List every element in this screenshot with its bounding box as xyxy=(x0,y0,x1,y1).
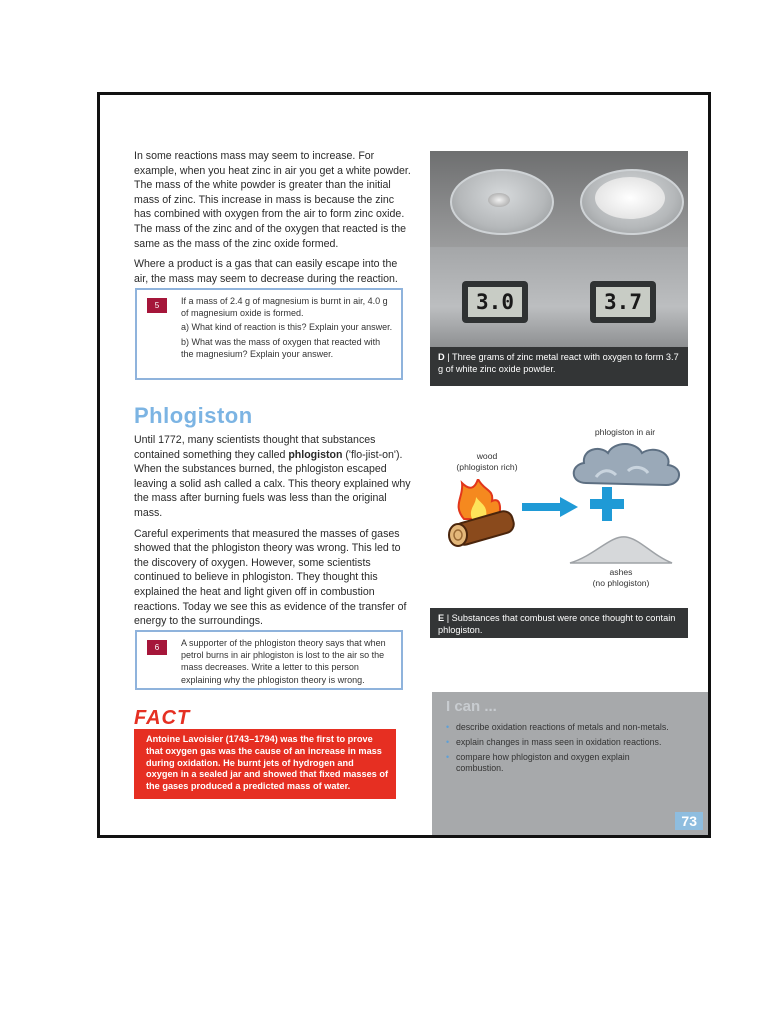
i-can-item: • compare how phlogiston and oxygen explain combustion. xyxy=(446,752,630,773)
photo-caption-label: D xyxy=(438,352,445,362)
diagram-caption-label: E xyxy=(438,613,445,623)
cloud-icon xyxy=(566,439,686,495)
intro-text xyxy=(134,149,412,292)
i-can-title: I can ... xyxy=(446,698,497,715)
ash-pile-icon xyxy=(566,533,676,567)
page-number: 73 xyxy=(675,812,703,830)
diagram-caption-text: Substances that combust were once thought to contain phlogiston. xyxy=(438,613,676,635)
burning-log-icon xyxy=(442,479,522,547)
plus-icon xyxy=(590,487,624,521)
question-6-badge: 6 xyxy=(147,640,167,655)
phlogiston-diagram xyxy=(430,421,690,606)
question-5-part-b: b) What was the mass of oxygen that reacted with the magnesium? Explain your answer. xyxy=(181,336,381,359)
zinc-oxide-photo xyxy=(430,151,688,386)
phlogiston-paragraph-1: Until 1772, many scientists thought that substances contained something they called phlogiston ('flo-jist-on'). When the substances burned, the phlogiston escaped leaving a solid ash called a calx. This theory explained why the mass after burning fuels was less than the original mass. xyxy=(134,434,411,519)
photo-caption: D | Three grams of zinc metal react with oxygen to form 3.7 g of white zinc oxide powder. xyxy=(430,347,688,386)
right-arrow-icon xyxy=(522,495,582,519)
zinc-oxide-powder xyxy=(595,177,665,219)
textbook-page xyxy=(97,92,711,838)
i-can-box xyxy=(432,692,711,838)
photo-caption-text: Three grams of zinc metal react with oxygen to form 3.7 g of white zinc oxide powder. xyxy=(438,352,679,374)
label-wood: wood (phlogiston rich) xyxy=(456,451,518,472)
bullet-icon: • xyxy=(446,722,450,732)
question-5-text xyxy=(181,295,393,360)
question-5-badge: 5 xyxy=(147,298,167,313)
intro-paragraph-1: In some reactions mass may seem to increase. For example, when you heat zinc in air you get a white powder. The mass of the white powder is greater than the initial mass of zinc. This increase in mass is because the zinc has combined with oxygen from the air to form zinc oxide. The mass of the zinc and of the oxygen that reacted is the same as the mass of the zinc oxide formed. xyxy=(134,150,411,250)
fact-text: Antoine Lavoisier (1743–1794) was the first to prove that oxygen gas was the cause of an increase in mass during oxidation. He burnt jets of hydrogen and oxygen in a sealed jar and showed that fixed masses of the gases produced a predicted mass of water. xyxy=(134,729,396,799)
i-can-item: • describe oxidation reactions of metals and non-metals. xyxy=(446,722,669,732)
phlogiston-text xyxy=(134,433,412,635)
fact-label: FACT xyxy=(134,707,191,729)
phlogiston-paragraph-2: Careful experiments that measured the masses of gases showed that the phlogiston theory was wrong. This led to the discovery of oxygen. However, some scientists continued to believe in phlogiston. They thought this explained the heat and light given off in combustion reactions. Today we see this as evidence of the transfer of energy to the surroundings. xyxy=(134,527,407,628)
label-ashes: ashes (no phlogiston) xyxy=(592,567,650,588)
zinc-metal xyxy=(488,193,510,207)
fact-box xyxy=(134,707,396,799)
scale-left xyxy=(462,281,528,323)
question-6-box xyxy=(135,630,403,690)
scale-left-reading: 3.0 xyxy=(468,287,522,317)
section-heading: Phlogiston xyxy=(134,403,253,428)
intro-paragraph-2: Where a product is a gas that can easily escape into the air, the mass may seem to decrease during the reaction. xyxy=(134,258,398,285)
i-can-list xyxy=(446,722,676,778)
scale-right xyxy=(590,281,656,323)
scale-right-reading: 3.7 xyxy=(596,287,650,317)
label-phlogiston-in-air: phlogiston in air xyxy=(594,427,656,437)
diagram-caption: E | Substances that combust were once thought to contain phlogiston. xyxy=(430,608,688,638)
i-can-item: • explain changes in mass seen in oxidation reactions. xyxy=(446,737,662,747)
bullet-icon: • xyxy=(446,752,450,762)
question-5-part-a: a) What kind of reaction is this? Explain your answer. xyxy=(181,322,393,333)
question-6-text: A supporter of the phlogiston theory says that when petrol burns in air phlogiston is lost to the air so the mass decreases. Write a letter to this person explaining why the phlogiston theory is wrong. xyxy=(181,638,386,685)
question-5-box xyxy=(135,288,403,380)
phlogiston-keyword: phlogiston xyxy=(288,448,343,461)
question-5-stem: If a mass of 2.4 g of magnesium is burnt in air, 4.0 g of magnesium oxide is formed. xyxy=(181,296,388,319)
bullet-icon: • xyxy=(446,737,450,747)
